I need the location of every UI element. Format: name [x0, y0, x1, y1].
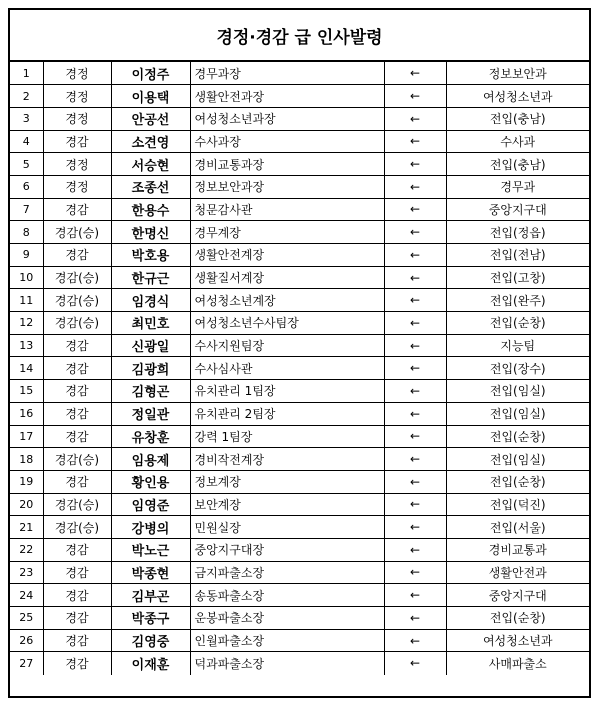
table-row [10, 334, 589, 357]
new-position-cell: 정보보안과장 [190, 175, 384, 198]
row-number: 6 [10, 175, 43, 198]
name-cell: 이용택 [111, 85, 190, 108]
previous-post-cell: 전입(장수) [446, 357, 589, 380]
new-position-cell: 경비작전계장 [190, 448, 384, 471]
transfer-arrow: ← [384, 153, 446, 176]
row-number: 16 [10, 402, 43, 425]
previous-post-cell: 여성청소년과 [446, 629, 589, 652]
row-number: 10 [10, 266, 43, 289]
personnel-notice [8, 8, 591, 698]
previous-post-cell: 전입(충남) [446, 107, 589, 130]
table-row [10, 470, 589, 493]
row-number: 27 [10, 652, 43, 675]
table-row [10, 561, 589, 584]
name-cell: 소견영 [111, 130, 190, 153]
table-row [10, 516, 589, 539]
table-row [10, 357, 589, 380]
rank-cell: 경감 [43, 198, 111, 221]
previous-post-cell: 정보보안과 [446, 62, 589, 85]
rank-cell: 경감(승) [43, 448, 111, 471]
name-cell: 한규근 [111, 266, 190, 289]
name-cell: 서승현 [111, 153, 190, 176]
transfer-arrow: ← [384, 85, 446, 108]
name-cell: 한용수 [111, 198, 190, 221]
transfer-arrow: ← [384, 62, 446, 85]
rank-cell: 경감(승) [43, 289, 111, 312]
row-number: 25 [10, 607, 43, 630]
rank-cell: 경감 [43, 402, 111, 425]
rank-cell: 경감 [43, 470, 111, 493]
rank-cell: 경정 [43, 62, 111, 85]
table-row [10, 584, 589, 607]
transfer-arrow: ← [384, 380, 446, 403]
name-cell: 이재훈 [111, 652, 190, 675]
table-row [10, 175, 589, 198]
transfer-arrow: ← [384, 266, 446, 289]
rank-cell: 경정 [43, 85, 111, 108]
name-cell: 김형곤 [111, 380, 190, 403]
name-cell: 김부곤 [111, 584, 190, 607]
transfer-arrow: ← [384, 652, 446, 675]
new-position-cell: 민원실장 [190, 516, 384, 539]
new-position-cell: 인월파출소장 [190, 629, 384, 652]
table-row [10, 266, 589, 289]
name-cell: 임용제 [111, 448, 190, 471]
transfer-arrow: ← [384, 130, 446, 153]
row-number: 21 [10, 516, 43, 539]
transfer-arrow: ← [384, 175, 446, 198]
transfer-arrow: ← [384, 561, 446, 584]
row-number: 15 [10, 380, 43, 403]
new-position-cell: 청문감사관 [190, 198, 384, 221]
previous-post-cell: 수사과 [446, 130, 589, 153]
previous-post-cell: 경무과 [446, 175, 589, 198]
row-number: 1 [10, 62, 43, 85]
row-number: 7 [10, 198, 43, 221]
table-row [10, 153, 589, 176]
rank-cell: 경감 [43, 607, 111, 630]
new-position-cell: 여성청소년계장 [190, 289, 384, 312]
row-number: 4 [10, 130, 43, 153]
row-number: 20 [10, 493, 43, 516]
previous-post-cell: 사매파출소 [446, 652, 589, 675]
rank-cell: 경감 [43, 629, 111, 652]
name-cell: 박호용 [111, 244, 190, 267]
transfer-arrow: ← [384, 448, 446, 471]
row-number: 2 [10, 85, 43, 108]
rank-cell: 경감(승) [43, 516, 111, 539]
new-position-cell: 경무계장 [190, 221, 384, 244]
new-position-cell: 덕과파출소장 [190, 652, 384, 675]
rank-cell: 경감(승) [43, 221, 111, 244]
row-number: 17 [10, 425, 43, 448]
table-row [10, 62, 589, 85]
new-position-cell: 보안계장 [190, 493, 384, 516]
transfer-arrow: ← [384, 289, 446, 312]
name-cell: 최민호 [111, 312, 190, 335]
row-number: 8 [10, 221, 43, 244]
rank-cell: 경감 [43, 584, 111, 607]
name-cell: 안공선 [111, 107, 190, 130]
transfer-arrow: ← [384, 198, 446, 221]
previous-post-cell: 전입(덕진) [446, 493, 589, 516]
name-cell: 유창훈 [111, 425, 190, 448]
personnel-table [10, 62, 589, 675]
transfer-arrow: ← [384, 629, 446, 652]
transfer-arrow: ← [384, 334, 446, 357]
new-position-cell: 강력 1팀장 [190, 425, 384, 448]
name-cell: 황인용 [111, 470, 190, 493]
previous-post-cell: 중앙지구대 [446, 198, 589, 221]
row-number: 18 [10, 448, 43, 471]
name-cell: 박종현 [111, 561, 190, 584]
transfer-arrow: ← [384, 516, 446, 539]
previous-post-cell: 전입(순창) [446, 470, 589, 493]
table-row [10, 312, 589, 335]
table-row [10, 607, 589, 630]
table-row [10, 448, 589, 471]
table-row [10, 289, 589, 312]
rank-cell: 경정 [43, 175, 111, 198]
name-cell: 이정주 [111, 62, 190, 85]
row-number: 3 [10, 107, 43, 130]
table-row [10, 402, 589, 425]
new-position-cell: 생활안전과장 [190, 85, 384, 108]
rank-cell: 경감 [43, 380, 111, 403]
name-cell: 한명신 [111, 221, 190, 244]
rank-cell: 경감 [43, 244, 111, 267]
previous-post-cell: 전입(순창) [446, 607, 589, 630]
transfer-arrow: ← [384, 402, 446, 425]
previous-post-cell: 지능팀 [446, 334, 589, 357]
new-position-cell: 생활안전계장 [190, 244, 384, 267]
transfer-arrow: ← [384, 493, 446, 516]
previous-post-cell: 전입(충남) [446, 153, 589, 176]
name-cell: 박노근 [111, 538, 190, 561]
transfer-arrow: ← [384, 607, 446, 630]
row-number: 23 [10, 561, 43, 584]
transfer-arrow: ← [384, 312, 446, 335]
rank-cell: 경감 [43, 334, 111, 357]
row-number: 11 [10, 289, 43, 312]
transfer-arrow: ← [384, 425, 446, 448]
transfer-arrow: ← [384, 470, 446, 493]
new-position-cell: 유치관리 2팀장 [190, 402, 384, 425]
previous-post-cell: 여성청소년과 [446, 85, 589, 108]
new-position-cell: 중앙지구대장 [190, 538, 384, 561]
name-cell: 조종선 [111, 175, 190, 198]
table-row [10, 652, 589, 675]
new-position-cell: 수사과장 [190, 130, 384, 153]
previous-post-cell: 전입(서울) [446, 516, 589, 539]
table-row [10, 221, 589, 244]
transfer-arrow: ← [384, 538, 446, 561]
rank-cell: 경감 [43, 538, 111, 561]
previous-post-cell: 전입(임실) [446, 380, 589, 403]
rank-cell: 경감 [43, 357, 111, 380]
new-position-cell: 운봉파출소장 [190, 607, 384, 630]
row-number: 14 [10, 357, 43, 380]
new-position-cell: 송동파출소장 [190, 584, 384, 607]
rank-cell: 경감 [43, 652, 111, 675]
notice-title: 경정·경감 급 인사발령 [10, 10, 589, 62]
new-position-cell: 수사지원팀장 [190, 334, 384, 357]
transfer-arrow: ← [384, 107, 446, 130]
name-cell: 신광일 [111, 334, 190, 357]
table-row [10, 380, 589, 403]
name-cell: 김영중 [111, 629, 190, 652]
new-position-cell: 경무과장 [190, 62, 384, 85]
previous-post-cell: 전입(정읍) [446, 221, 589, 244]
rank-cell: 경감 [43, 561, 111, 584]
rank-cell: 경정 [43, 153, 111, 176]
table-row [10, 198, 589, 221]
table-row [10, 107, 589, 130]
name-cell: 강병의 [111, 516, 190, 539]
name-cell: 정일관 [111, 402, 190, 425]
row-number: 5 [10, 153, 43, 176]
rank-cell: 경감(승) [43, 312, 111, 335]
row-number: 9 [10, 244, 43, 267]
name-cell: 김광희 [111, 357, 190, 380]
row-number: 26 [10, 629, 43, 652]
table-row [10, 629, 589, 652]
name-cell: 임경식 [111, 289, 190, 312]
previous-post-cell: 중앙지구대 [446, 584, 589, 607]
previous-post-cell: 경비교통과 [446, 538, 589, 561]
table-row [10, 493, 589, 516]
row-number: 19 [10, 470, 43, 493]
row-number: 13 [10, 334, 43, 357]
transfer-arrow: ← [384, 244, 446, 267]
new-position-cell: 정보계장 [190, 470, 384, 493]
transfer-arrow: ← [384, 584, 446, 607]
row-number: 22 [10, 538, 43, 561]
rank-cell: 경감 [43, 130, 111, 153]
new-position-cell: 여성청소년수사팀장 [190, 312, 384, 335]
previous-post-cell: 전입(순창) [446, 425, 589, 448]
new-position-cell: 생활질서계장 [190, 266, 384, 289]
table-row [10, 130, 589, 153]
previous-post-cell: 전입(고창) [446, 266, 589, 289]
table-row [10, 85, 589, 108]
table-row [10, 244, 589, 267]
new-position-cell: 여성청소년과장 [190, 107, 384, 130]
table-row [10, 425, 589, 448]
transfer-arrow: ← [384, 221, 446, 244]
new-position-cell: 경비교통과장 [190, 153, 384, 176]
rank-cell: 경정 [43, 107, 111, 130]
new-position-cell: 금지파출소장 [190, 561, 384, 584]
previous-post-cell: 전입(완주) [446, 289, 589, 312]
previous-post-cell: 전입(순창) [446, 312, 589, 335]
previous-post-cell: 생활안전과 [446, 561, 589, 584]
row-number: 12 [10, 312, 43, 335]
rank-cell: 경감(승) [43, 493, 111, 516]
transfer-arrow: ← [384, 357, 446, 380]
name-cell: 임영준 [111, 493, 190, 516]
previous-post-cell: 전입(임실) [446, 448, 589, 471]
table-row [10, 538, 589, 561]
previous-post-cell: 전입(전남) [446, 244, 589, 267]
row-number: 24 [10, 584, 43, 607]
new-position-cell: 유치관리 1팀장 [190, 380, 384, 403]
new-position-cell: 수사심사관 [190, 357, 384, 380]
rank-cell: 경감 [43, 425, 111, 448]
name-cell: 박종구 [111, 607, 190, 630]
rank-cell: 경감(승) [43, 266, 111, 289]
personnel-table-body [10, 62, 589, 675]
previous-post-cell: 전입(임실) [446, 402, 589, 425]
